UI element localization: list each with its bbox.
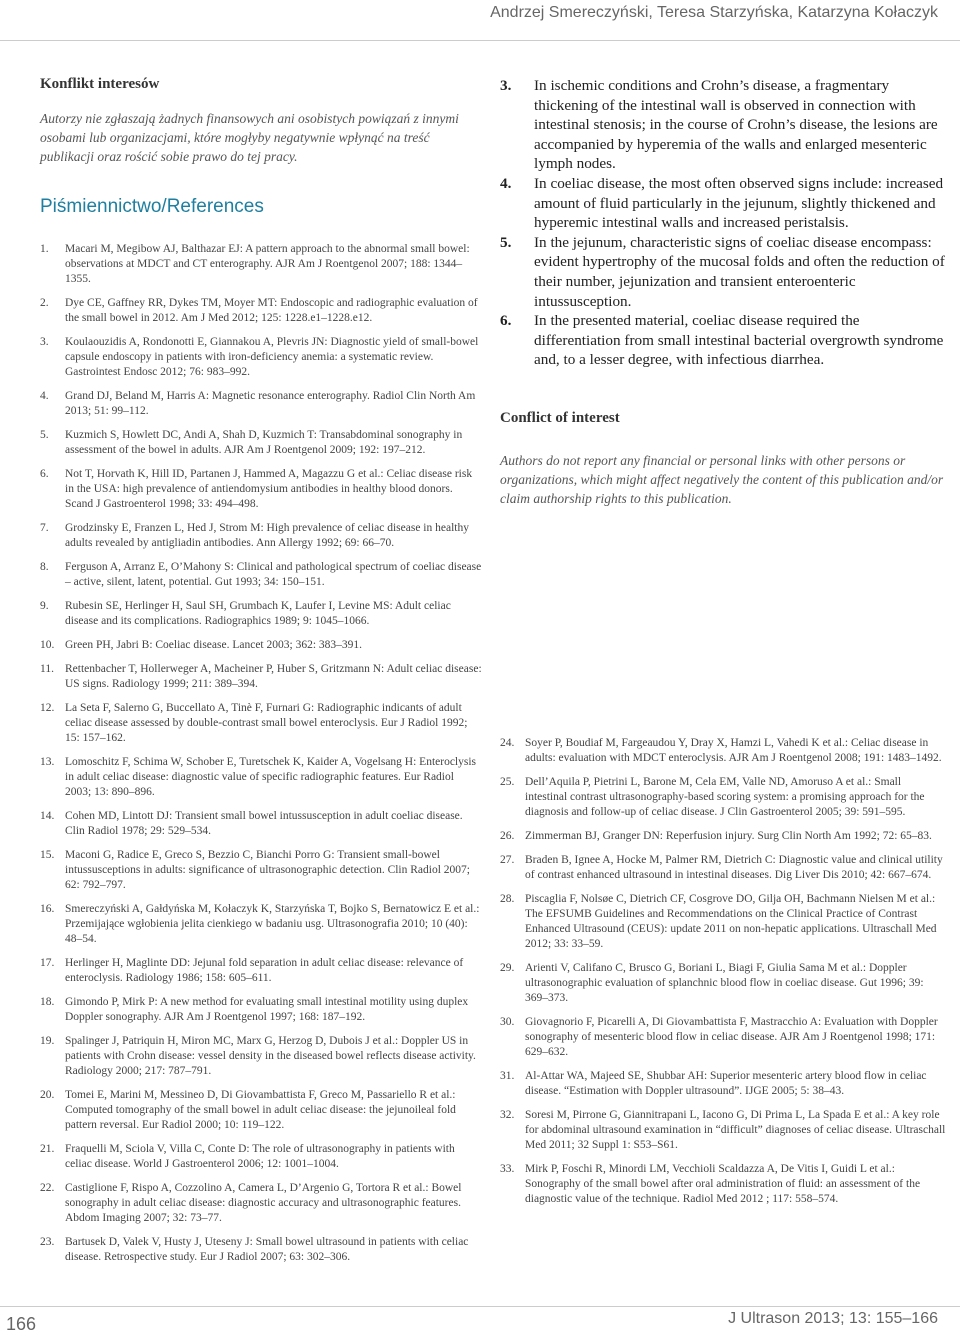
reference-item-text: Soyer P, Boudiaf M, Fargeaudou Y, Dray X, Hamzi L, Vahedi K et al.: Celiac disease in adults: evaluation with MDCT enteroclysis. AJR Am J Roentgenol 2008; 191: 1483–1492.: [525, 737, 942, 764]
reference-item-number: 5.: [40, 429, 49, 441]
reference-item-number: 17.: [40, 957, 55, 969]
reference-item-text: Gimondo P, Mirk P: A new method for evaluating small intestinal motility using duplex Doppler sonography. AJR Am J Roentgenol 1997; 168: 187–192.: [65, 996, 469, 1023]
reference-item-text: Koulaouzidis A, Rondonotti E, Giannakou A, Plevris JN: Diagnostic yield of small-bowel capsule endoscopy in patients with iron-deficiency anemia: a systematic review. Gastrointest Endosc 2012; 76: 983–992.: [65, 336, 479, 378]
conclusions-list: [500, 76, 946, 370]
conflict-text-en: Authors do not report any financial or personal links with other persons or organizations, which might affect negatively the content of this publication and/or claim authorship rights to this publication.: [500, 452, 944, 506]
conclusion-item-text: In the presented material, coeliac disease required the differentiation from small intestinal bacterial overgrowth syndrome and, to a lesser degree, with infectious diarrhea.: [534, 312, 944, 369]
reference-item-number: 32.: [500, 1109, 515, 1121]
reference-item-number: 21.: [40, 1143, 55, 1155]
reference-item: [500, 1015, 946, 1060]
reference-list-left: [40, 242, 482, 1265]
conclusion-item: [500, 233, 946, 311]
conclusion-item-text: In coeliac disease, the most often observed signs include: increased amount of fluid particularly in the jejunum, slightly thickened and hyperemic intestinal walls and increased peristalsis.: [534, 174, 944, 232]
reference-item-text: Lomoschitz F, Schima W, Schober E, Turetschek K, Kaider A, Vogelsang H: Enteroclysis in adult celiac disease: diagnostic value of specific radiographic features. Eur Radiol 2003; 13: 890–896.: [65, 756, 477, 798]
reference-item-number: 23.: [40, 1236, 55, 1248]
reference-item-text: Arienti V, Califano C, Brusco G, Boriani L, Biagi F, Giulia Sama M et al.: Doppler ultrasonographic evaluation of splanchnic blood flow in coeliac disease. Gut 1996; 39: 369–373.: [525, 962, 924, 1004]
reference-item-number: 33.: [500, 1163, 515, 1175]
reference-item: [500, 961, 946, 1006]
reference-item-number: 2.: [40, 297, 49, 309]
conclusion-item-number: 5.: [500, 233, 512, 251]
reference-item-number: 15.: [40, 849, 55, 861]
reference-item: [40, 638, 482, 653]
reference-item: [500, 775, 946, 820]
left-column: [40, 76, 482, 1274]
reference-item-number: 1.: [40, 243, 49, 255]
reference-item-number: 14.: [40, 810, 55, 822]
reference-item-number: 13.: [40, 756, 55, 768]
reference-item-text: Braden B, Ignee A, Hocke M, Palmer RM, Dietrich C: Diagnostic value and clinical utility of contrast enhanced ultrasound in intestinal diseases. Dig Liver Dis 2010; 42: 667–674.: [525, 854, 943, 881]
header-divider: [0, 40, 960, 41]
reference-item-text: Tomei E, Marini M, Messineo D, Di Giovambattista F, Greco M, Passariello R et al.: Computed tomography of the small bowel in adult celiac disease: the jejunoileal fold pattern reversal. Eur Radiol 2000; 10: 119–122.: [65, 1089, 456, 1131]
reference-item-text: Bartusek D, Valek V, Husty J, Uteseny J: Small bowel ultrasound in patients with celiac disease. Retrospective study. Eur J Radiol 2007; 63: 302–306.: [65, 1236, 469, 1263]
conclusion-item-number: 6.: [500, 312, 512, 330]
reference-item: [40, 1181, 482, 1226]
reference-item: [40, 296, 482, 326]
journal-citation: J Ultrason 2013; 13: 155–166: [728, 1310, 938, 1327]
conclusion-item-number: 4.: [500, 174, 512, 192]
reference-item: [40, 1034, 482, 1079]
reference-item: [40, 467, 482, 512]
reference-item-text: Grand DJ, Beland M, Harris A: Magnetic resonance enterography. Radiol Clin North Am 2013; 51: 99–112.: [65, 390, 476, 417]
reference-item-number: 25.: [500, 776, 515, 788]
reference-item-text: Grodzinsky E, Franzen L, Hed J, Strom M: High prevalence of celiac disease in healthy adults revealed by antigliadin antibodies. Ann Allergy 1992; 69: 66–70.: [65, 522, 469, 549]
reference-item-text: Piscaglia F, Nolsøe C, Dietrich CF, Cosgrove DO, Gilja OH, Bachmann Nielsen M et al.: The EFSUMB Guidelines and Recommendations on the Clinical Practice of Contrast Enhanced Ultrasound (CEUS): update 2011 on non-hepatic applications. Ultraschall Med 2012; 33: 33–59.: [525, 893, 937, 950]
reference-item-text: Green PH, Jabri B: Coeliac disease. Lancet 2003; 362: 383–391.: [65, 639, 363, 651]
reference-item-number: 22.: [40, 1182, 55, 1194]
reference-item-text: La Seta F, Salerno G, Buccellato A, Tinè F, Furnari G: Radiographic indicants of adult celiac disease assessed by double-contrast small bowel enteroclysis. Eur J Radiol 1992; 15: 157–162.: [65, 702, 468, 744]
reference-item: [500, 1069, 946, 1099]
reference-item-text: Dye CE, Gaffney RR, Dykes TM, Moyer MT: Endoscopic and radiographic evaluation of the small bowel in 2012. Am J Med 2012; 125: 1228.e1–1228.e12.: [65, 297, 478, 324]
reference-item-number: 30.: [500, 1016, 515, 1028]
reference-item-text: Zimmerman BJ, Granger DN: Reperfusion injury. Surg Clin North Am 1992; 72: 65–83.: [525, 830, 932, 842]
reference-item: [500, 853, 946, 883]
reference-item: [40, 848, 482, 893]
reference-item-text: Giovagnorio F, Picarelli A, Di Giovambattista F, Mastracchio A: Evaluation with Doppler sonography of mesenteric blood flow in celiac disease. AJR Am J Roentgenol 1998; 171: 629–632.: [525, 1016, 938, 1058]
reference-item-text: Soresi M, Pirrone G, Giannitrapani L, Iacono G, Di Prima L, La Spada E et al.: A key role for abdominal ultrasound examination in “difficult” diagnoses of celiac disease. Ultraschall Med 2011; 32 Suppl 1: S53–S61.: [525, 1109, 946, 1151]
reference-item-number: 9.: [40, 600, 49, 612]
reference-item-text: Dell’Aquila P, Pietrini L, Barone M, Cela EM, Valle ND, Amoruso A et al.: Small intestinal contrast ultrasonography-based scoring system: a promising approach for the diagnosis and follow-up of celiac disease. J Clin Gastroenterol 2005; 39: 591–595.: [525, 776, 925, 818]
reference-item-text: Ferguson A, Arranz E, O’Mahony S: Clinical and pathological spectrum of coeliac disease – active, silent, latent, potential. Gut 1993; 34: 150–151.: [65, 561, 482, 588]
running-header: Andrzej Smereczyński, Teresa Starzyńska, Katarzyna Kołaczyk: [490, 4, 938, 21]
reference-item-number: 26.: [500, 830, 515, 842]
reference-item-text: Al-Attar WA, Majeed SE, Shubbar AH: Superior mesenteric artery blood flow in celiac disease. “Estimation with Doppler ultrasound”. IJGE 2005; 5: 38–43.: [525, 1070, 927, 1097]
reference-item-text: Smereczyński A, Gałdyńska M, Kołaczyk K, Starzyńska T, Bojko S, Bernatowicz E et al.: Przemijające wgłobienia jelita cienkiego w badaniu usg. Ultrasonografia 2010; 10 (40): 48–54.: [65, 903, 480, 945]
right-column: [500, 76, 946, 538]
reference-item-text: Herlinger H, Maglinte DD: Jejunal fold separation in adult celiac disease: relevance of enteroclysis. Radiology 1986; 158: 605–611.: [65, 957, 464, 984]
reference-item: [40, 242, 482, 287]
conflict-heading-en: Conflict of interest: [500, 409, 620, 426]
reference-item: [500, 892, 946, 952]
reference-item-number: 18.: [40, 996, 55, 1008]
reference-item: [500, 1108, 946, 1153]
reference-item: [500, 829, 946, 844]
reference-item-text: Maconi G, Radice E, Greco S, Bezzio C, Bianchi Porro G: Transient small-bowel intussusceptions in adults: significance of ultrasonographic detection. Clin Radiol 2007; 62: 792–797.: [65, 849, 470, 891]
conclusion-item-number: 3.: [500, 77, 512, 94]
reference-item-number: 31.: [500, 1070, 515, 1082]
reference-item: [40, 701, 482, 746]
conclusion-item: [500, 76, 946, 174]
reference-item-number: 29.: [500, 962, 515, 974]
reference-item-number: 16.: [40, 903, 55, 915]
reference-item-text: Spalinger J, Patriquin H, Miron MC, Marx G, Herzog D, Dubois J et al.: Doppler US in patients with Crohn disease: vessel density in the diseased bowel reflects disease activity. Radiology 2000; 217: 787–791.: [65, 1035, 476, 1077]
reference-item: [500, 1162, 946, 1207]
reference-item: [40, 809, 482, 839]
reference-item-number: 20.: [40, 1089, 55, 1101]
reference-item-text: Macari M, Megibow AJ, Balthazar EJ: A pattern approach to the abnormal small bowel: observations at MDCT and CT enterography. AJR Am J Roentgenol 2007; 188: 1344–1355.: [65, 243, 470, 285]
conclusion-item: [500, 311, 946, 370]
reference-item-text: Cohen MD, Lintott DJ: Transient small bowel intussusception in adult coeliac disease. Clin Radiol 1978; 29: 529–534.: [65, 810, 463, 837]
reference-item-text: Fraquelli M, Sciola V, Villa C, Conte D: The role of ultrasonography in patients with celiac disease. World J Gastroenterol 2006; 12: 1001–1004.: [65, 1143, 455, 1170]
conclusion-item: [500, 174, 946, 233]
reference-item-number: 24.: [500, 737, 515, 749]
reference-item-number: 27.: [500, 854, 515, 866]
reference-item: [40, 1235, 482, 1265]
reference-item: [40, 560, 482, 590]
reference-item-text: Mirk P, Foschi R, Minordi LM, Vecchioli Scaldazza A, De Vitis I, Guidi L et al.: Sonography of the small bowel after oral administration of fluid: an assessment of the diagnostic value of the technique. Radiol Med 2012 ; 117: 558–574.: [525, 1163, 921, 1205]
reference-item-number: 19.: [40, 1035, 55, 1047]
page-number: 166: [6, 1314, 37, 1334]
reference-item-number: 6.: [40, 468, 49, 480]
conflict-heading-pl: Konflikt interesów: [40, 76, 160, 92]
reference-item-number: 7.: [40, 522, 49, 534]
reference-item-number: 11.: [40, 663, 54, 675]
reference-item: [40, 1088, 482, 1133]
reference-item-text: Kuzmich S, Howlett DC, Andi A, Shah D, Kuzmich T: Transabdominal sonography in assessment of the bowel in adults. AJR Am J Roentgenol 2009; 192: 197–212.: [65, 429, 463, 456]
reference-item-text: Rettenbacher T, Hollerweger A, Macheiner P, Huber S, Gritzmann N: Adult celiac disease: US signs. Radiology 1999; 211: 389–394.: [65, 663, 482, 690]
reference-item: [40, 755, 482, 800]
conflict-text-pl: Autorzy nie zgłaszają żadnych finansowych ani osobistych powiązań z innymi osobami lub organizacjami, które mogłyby negatywnie wpłynąć na treść publikacji oraz rościć sobie prawo do tej pracy.: [40, 111, 459, 164]
reference-item: [40, 995, 482, 1025]
reference-item-text: Castiglione F, Rispo A, Cozzolino A, Camera L, D’Argenio G, Tortora R et al.: Bowel sonography in adult celiac disease: diagnostic accuracy and ultrasonographic features. Abdom Imaging 2007; 32: 73–77.: [65, 1182, 462, 1224]
reference-item: [40, 389, 482, 419]
reference-item: [40, 521, 482, 551]
reference-item: [40, 599, 482, 629]
footer-divider: [0, 1306, 960, 1307]
reference-item: [40, 1142, 482, 1172]
reference-item-text: Not T, Horvath K, Hill ID, Partanen J, Hammed A, Magazzu G et al.: Celiac disease risk in the USA: high prevalence of antiendomysium antibodies in healthy blood donors. Scand J Gastroenterol 1998; 33: 494–498.: [65, 468, 473, 510]
references-heading: Piśmiennictwo/References: [40, 196, 264, 217]
conclusion-item-text: In ischemic conditions and Crohn’s disease, a fragmentary thickening of the intestinal wall is observed in connection with intestinal stenosis; in the course of Crohn’s disease, the lesions are accompanied by hyperemia of the walls and enlarged mesenteric lymph nodes.: [534, 77, 938, 173]
reference-item-text: Rubesin SE, Herlinger H, Saul SH, Grumbach K, Laufer I, Levine MS: Adult celiac disease and its complications. Radiographics 1989; 9: 1045–1066.: [65, 600, 451, 627]
reference-item-number: 4.: [40, 390, 49, 402]
reference-item-number: 8.: [40, 561, 49, 573]
reference-item: [40, 956, 482, 986]
reference-item: [40, 428, 482, 458]
reference-item: [40, 662, 482, 692]
conclusion-item-text: In the jejunum, characteristic signs of coeliac disease encompass: evident hypertrophy of the mucosal folds and often the reduction of their number, jejunization and transient enteroenteric intussusception.: [534, 233, 945, 310]
reference-item: [40, 902, 482, 947]
reference-item: [40, 335, 482, 380]
reference-item-number: 3.: [40, 336, 49, 348]
reference-item-number: 12.: [40, 702, 55, 714]
reference-item-number: 28.: [500, 893, 515, 905]
reference-item: [500, 736, 946, 766]
reference-list-right: [500, 736, 946, 1216]
reference-item-number: 10.: [40, 639, 55, 651]
